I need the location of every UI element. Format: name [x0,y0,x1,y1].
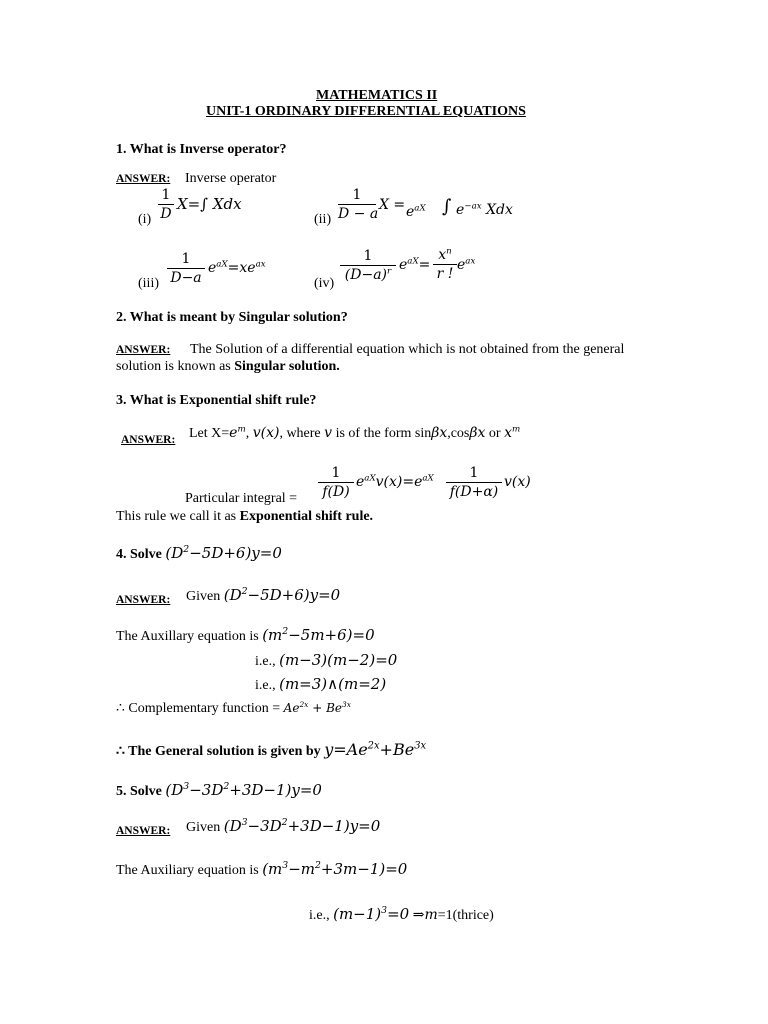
question-3: 3. What is Exponential shift rule? [116,393,317,408]
q1-item-ii-integral: ∫ [442,196,452,217]
q3-pi-fraction2: 1 f(D+α) [446,466,502,499]
answer-label-4: ANSWER: [116,594,171,606]
q1-intro: Inverse operator [185,171,277,186]
question-2: 2. What is meant by Singular solution? [116,310,348,325]
q1-item-iii-label: (iii) [138,276,159,291]
q1-item-iii-fraction: 1 D−a [167,252,205,285]
q1-item-iv-label: (iv) [314,276,335,291]
q1-item-iv-fraction2: $x^n$ r ! [433,248,457,281]
question-4: 4. Solve $(D^2-5D+6)y=0$ [116,543,282,562]
q1-item-iv-tail: $e^{ax}$ [457,256,476,273]
q3-pi-fraction1: 1 f(D) [318,466,354,499]
q1-item-ii-integrand: $e^{-ax}$ Xdx [456,201,513,218]
q4-given: Given $(D^2-5D+6)y=0$ [186,585,341,604]
document-title: MATHEMATICS II [316,88,438,103]
q1-item-i-label: (i) [138,212,152,227]
q3-pi-tail: v(x) [504,474,531,490]
q4-auxillary: The Auxillary equation is $(m^2-5m+6)=0$ [116,625,375,644]
q5-ie: i.e., $(m-1)^3=0$ ⇒m=1(thrice) [309,904,494,923]
q3-pi-middle: $e^{aX}v(x)=e^{aX}$ [356,473,434,490]
q1-item-i-rhs: X=∫ Xdx [177,195,242,213]
q4-ie-1: i.e., (m−3)(m−2)=0 [255,651,398,669]
q4-general-solution: ∴ The General solution is given by $y=Ae^{2x}+Be^{3x}$ [116,740,427,759]
q3-pi-label: Particular integral = [185,491,298,506]
q1-item-iii-expr: $e^{aX}=xe^{ax}$ [208,259,266,276]
document-subtitle: UNIT-1 ORDINARY DIFFERENTIAL EQUATIONS [206,104,526,119]
answer-label-2: ANSWER: [116,344,171,356]
answer-label-5: ANSWER: [116,825,171,837]
q3-rule-line: This rule we call it as Exponential shift rule. [116,509,374,524]
q1-item-ii-expr: $e^{aX}$ [406,203,426,220]
question-1: 1. What is Inverse operator? [116,142,287,157]
q1-item-i-fraction: 1 D [158,188,174,221]
q3-let-line: Let $X=e^m$, v(x), where v is of the form sinβx,cosβx or $x^m$ [189,424,521,441]
q2-answer-line1: The Solution of a differential equation which is not obtained from the general [190,342,625,357]
q2-answer-line2: solution is known as Singular solution. [116,359,340,374]
q4-ie-2: i.e., (m=3)∧(m=2) [255,675,387,693]
q1-item-ii-label: (ii) [314,212,332,227]
q1-item-iv-expr: $e^{aX}=$ [399,256,431,273]
q1-item-iv-fraction: 1 $(D-a)^r$ [340,249,396,282]
q1-item-ii-fraction: 1 D − a [338,187,379,222]
q4-complementary-function: ∴ Complementary function = $Ae^{2x} + Be^{3x}$ [116,700,351,716]
answer-label-3: ANSWER: [121,434,176,446]
q1-item-ii-xeq: X = [379,197,406,213]
question-5: 5. Solve $(D^3-3D^2+3D-1)y=0$ [116,780,322,799]
q5-auxiliary: The Auxiliary equation is $(m^3-m^2+3m-1)=0$ [116,859,408,878]
answer-label-1: ANSWER: [116,173,171,185]
q5-given: Given $(D^3-3D^2+3D-1)y=0$ [186,816,381,835]
